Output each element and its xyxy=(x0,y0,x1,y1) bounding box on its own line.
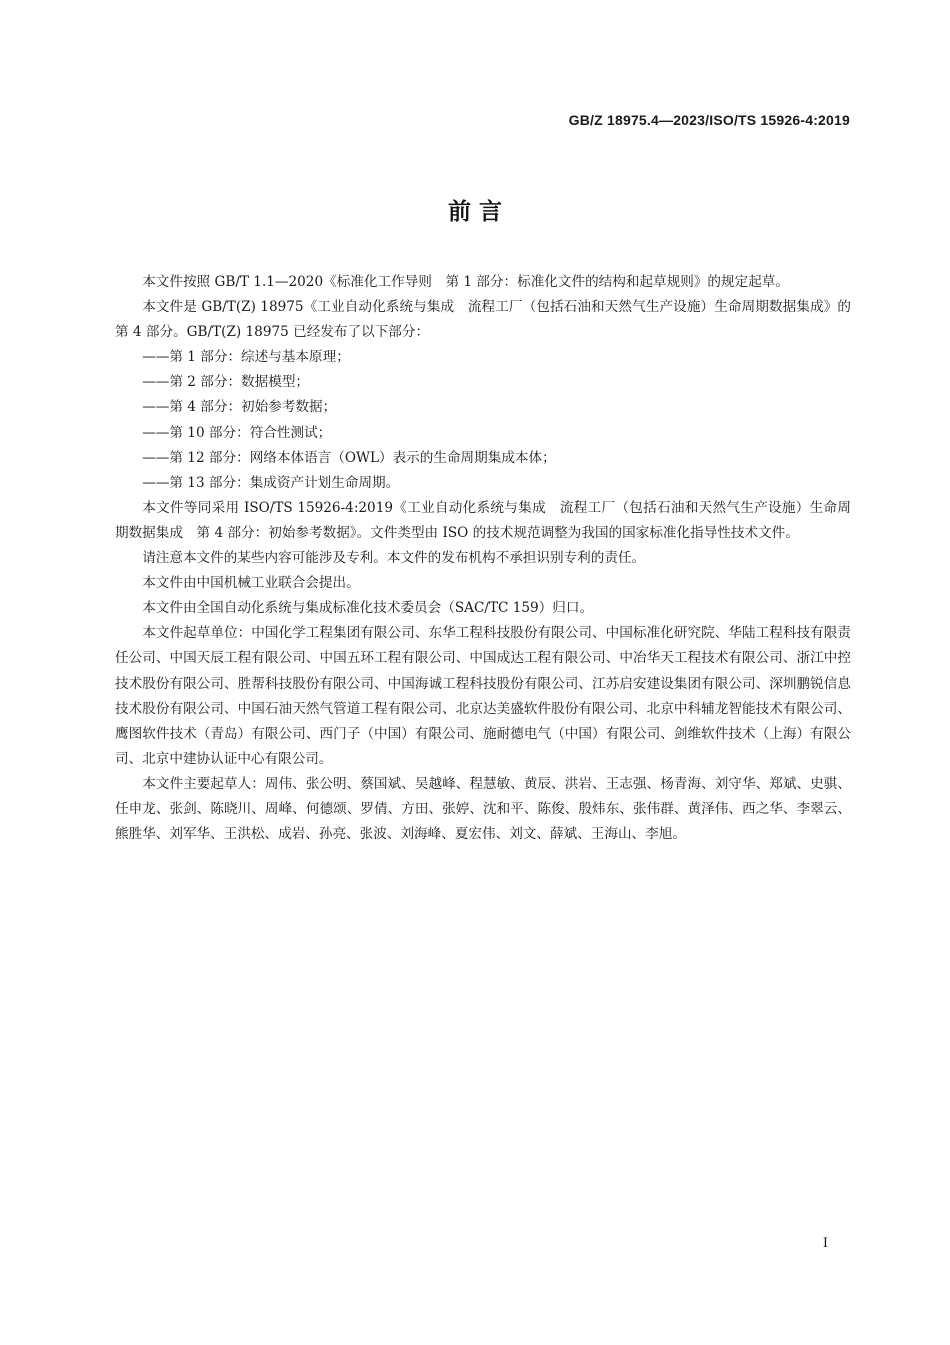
list-item-part-13: ——第 13 部分：集成资产计划生命周期。 xyxy=(142,474,400,491)
page-number: I xyxy=(822,1236,828,1251)
list-item-part-4: ——第 4 部分：初始参考数据； xyxy=(142,399,337,416)
paragraph-adoption: 本文件等同采用 ISO/TS 15926-4:2019《工业自动化系统与集成 流程工厂（包括石油和天然气生产设施）生命周期数据集成 第 4 部分：初始参考数据》。文件类型由 ISO 的技术规范调整为我国的国家标准化指导性技术文件。 xyxy=(115,499,851,541)
paragraph-drafting-rules: 本文件按照 GB/T 1.1—2020《标准化工作导则 第 1 部分：标准化文件的结构和起草规则》的规定起草。 xyxy=(142,274,789,290)
standard-number-header: GB/Z 18975.4—2023/ISO/TS 15926-4:2019 xyxy=(568,112,850,128)
paragraph-proposer: 本文件由中国机械工业联合会提出。 xyxy=(142,575,360,592)
list-item-part-10: ——第 10 部分：符合性测试； xyxy=(142,424,332,441)
paragraph-series-intro: 本文件是 GB/T(Z) 18975《工业自动化系统与集成 流程工厂（包括石油和天然气生产设施）生命周期数据集成》的第 4 部分。GB/T(Z) 18975 已经发布了以下部分： xyxy=(115,299,851,341)
page-title: 前 言 xyxy=(447,199,502,225)
list-item-part-1: ——第 1 部分：综述与基本原理； xyxy=(142,349,350,366)
list-item-part-2: ——第 2 部分：数据模型； xyxy=(142,374,310,391)
list-item-part-12: ——第 12 部分：网络本体语言（OWL）表示的生命周期集成本体； xyxy=(142,449,556,466)
paragraph-committee: 本文件由全国自动化系统与集成标准化技术委员会（SAC/TC 159）归口。 xyxy=(142,600,594,617)
foreword-body xyxy=(115,270,851,847)
paragraph-drafting-units: 本文件起草单位：中国化学工程集团有限公司、东华工程科技股份有限公司、中国标准化研究院、华陆工程科技有限责任公司、中国天辰工程有限公司、中国五环工程有限公司、中国成达工程有限公司、中冶华天工程技术有限公司、浙江中控技术股份有限公司、胜帮科技股份有限公司、中国海诚工程科技股份有限公司、江苏启安建设集团有限公司、深圳鹏锐信息技术股份有限公司、中国石油天然气管道工程有限公司、北京达美盛软件股份有限公司、北京中科辅龙智能技术有限公司、鹰图软件技术（青岛）有限公司、西门子（中国）有限公司、施耐德电气（中国）有限公司、剑维软件技术（上海）有限公司、北京中建协认证中心有限公司。 xyxy=(115,625,851,767)
paragraph-drafters: 本文件主要起草人：周伟、张公明、蔡国斌、吴越峰、程慧敏、黄辰、洪岩、王志强、杨青海、刘守华、郑斌、史骐、任申龙、张剑、陈晓川、周峰、何德颂、罗倩、方田、张婷、沈和平、陈俊、殷炜东、张伟群、黄泽伟、西之华、李翠云、熊胜华、刘军华、王洪松、成岩、孙亮、张波、刘海峰、夏宏伟、刘文、薛斌、王海山、李旭。 xyxy=(115,775,851,843)
paragraph-patent-notice: 请注意本文件的某些内容可能涉及专利。本文件的发布机构不承担识别专利的责任。 xyxy=(142,550,646,567)
